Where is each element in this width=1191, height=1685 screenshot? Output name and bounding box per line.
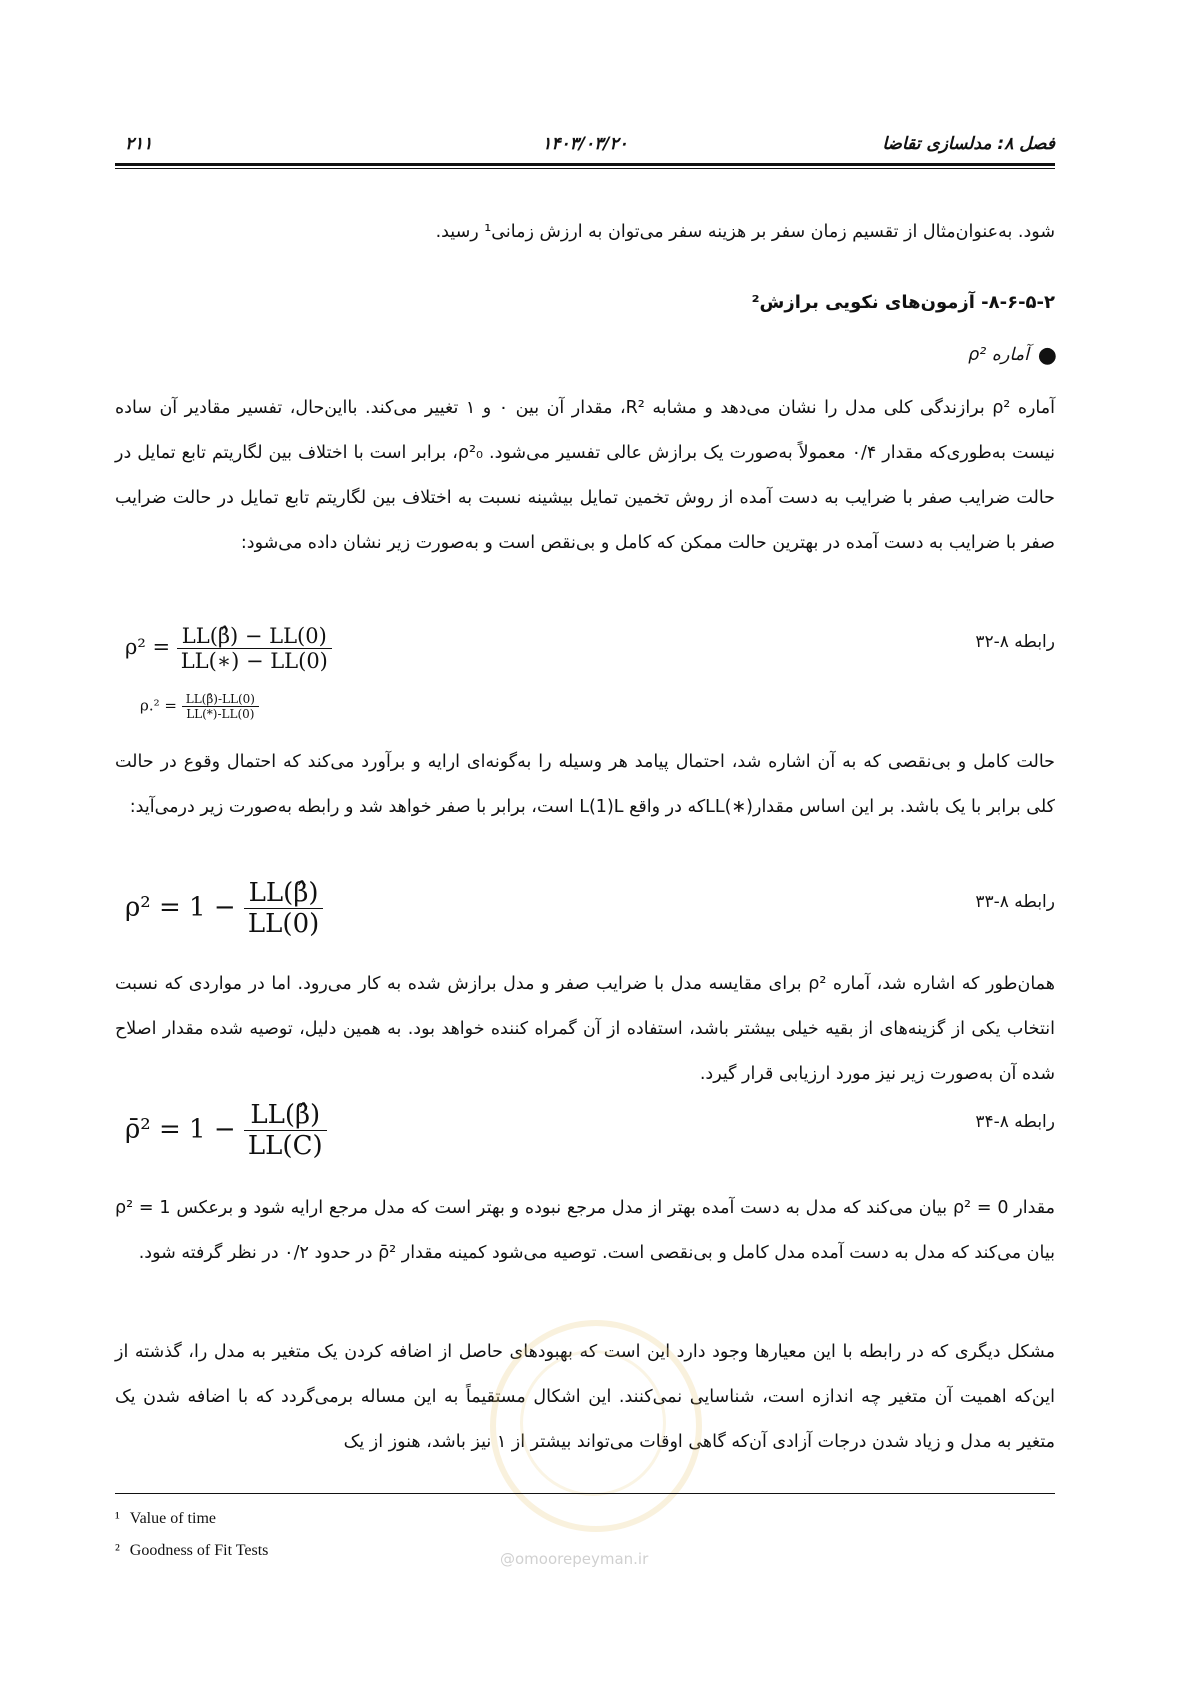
equation-label-33: رابطه ۸-۳۳ [975,892,1055,912]
intro-line: شود. به‌عنوان‌مثال از تقسیم زمان سفر بر هزینه سفر می‌توان به ارزش زمانی¹ رسید. [435,222,1055,242]
equation-33-denominator: LL(0) [244,908,323,939]
equation-34-numerator: LL(β̂) [250,1100,321,1130]
equation-32-lhs: ρ² = [125,635,171,659]
equation-33 [125,878,323,939]
header-rule-thin [115,168,1055,169]
equation-32 [125,624,332,673]
equation-33-lhs: ρ² = 1 − [125,892,236,923]
equation-32-inline-numerator: LL(β̂)-LL(0) [185,692,255,706]
equation-32-denominator: LL(∗) − LL(0) [177,648,332,673]
footnote-1 [115,1510,216,1528]
watermark-text: @omoorepeyman.ir [500,1550,649,1568]
footnote-1-text: Value of time [129,1510,216,1527]
chapter-title: فصل ۸: مدلسازی تقاضا [882,134,1055,154]
equation-34 [125,1100,327,1161]
footnote-2-text: Goodness of Fit Tests [129,1542,269,1559]
equation-33-numerator: LL(β̂) [248,878,319,908]
footnote-rule [115,1493,1055,1494]
equation-32-inline [140,692,259,721]
equation-label-32: رابطه ۸-۳۲ [975,632,1055,652]
equation-32-inline-denominator: LL(*)-LL(0) [182,706,259,721]
header-rule [115,163,1055,166]
footnote-2-mark: ² [115,1542,120,1559]
equation-32-numerator: LL(β̂) − LL(0) [181,624,327,648]
paragraph-3: همان‌طور که اشاره شد، آماره ρ² برای مقایسه مدل با ضرایب صفر و مدل برازش شده به کار می‌رود. اما در مواردی که نسبت انتخاب یکی از گزینه‌های از بقیه خیلی بیشتر باشد، استفاده از آن گمراه کننده خواهد بود. به همین دلیل، توصیه شده مقدار اصلاح شده آن به‌صورت زیر نیز مورد ارزیابی قرار گیرد. [115,974,1056,1084]
watermark-seal-inner-icon [520,1350,666,1496]
bullet-text: آماره ρ² [968,345,1029,365]
paragraph-5: مشکل دیگری که در رابطه با این معیارها وجود دارد این است که بهبودهای حاصل از اضافه کردن یک متغیر به مدل را، گذشته از این‌که اهمیت آن متغیر چه اندازه است، شناسایی نمی‌کنند. این اشکال مستقیماً به این مساله برمی‌گردد که با اضافه شدن یک متغیر به مدل و زیاد شدن درجات آزادی آن‌که گاهی اوقات می‌تواند بیشتر از ۱ نیز باشد، هنوز از یک [115,1342,1055,1452]
equation-34-denominator: LL(C) [244,1130,327,1161]
paragraph-2: حالت کامل و بی‌نقصی که به آن اشاره شد، احتمال پیامد هر وسیله را به‌گونه‌ای ارایه و برآورد می‌کند که احتمال وقوع در حالت کلی برابر با یک باشد. بر این اساس مقدار(∗)LLکه در واقع L(1)L است، برابر با صفر خواهد شد و رابطه به‌صورت زیر درمی‌آید: [115,752,1055,817]
page-header [115,128,1055,158]
equation-34-lhs: ρ̄² = 1 − [125,1114,236,1145]
bullet-dot-icon: ● [1037,343,1057,368]
equation-label-34: رابطه ۸-۳۴ [975,1112,1055,1132]
equation-32-inline-lhs: ρ.² = [140,696,177,715]
page-number: ۲۱۱ [125,134,153,154]
equation-33-fraction [244,878,323,939]
footnote-1-mark: ¹ [115,1510,120,1527]
page-date: ۱۴۰۳/۰۳/۲۰ [542,134,628,154]
equation-32-fraction [177,624,332,673]
bullet-item [968,343,1057,368]
paragraph-4: مقدار ρ² = 0 بیان می‌کند که مدل به دست آمده بهتر از مدل مرجع نبوده و بهتر است که مدل مرجع ارایه شود و برعکس ρ² = 1 بیان می‌کند که مدل به دست آمده مدل کامل و بی‌نقصی است. توصیه می‌شود کمینه مقدار ρ̄² در حدود ۰/۲ در نظر گرفته شود. [115,1198,1056,1263]
section-heading: ۸-۶-۵-۲- آزمون‌های نکویی برازش² [751,292,1055,313]
footnote-2 [115,1542,268,1560]
equation-32-inline-fraction [182,692,259,721]
equation-34-fraction [244,1100,327,1161]
paragraph-1: آماره ρ² برازندگی کلی مدل را نشان می‌دهد و مشابه R²، مقدار آن بین ۰ و ۱ تغییر می‌کند. بااین‌حال، تفسیر مقادیر آن ساده نیست به‌طوری‌که مقدار ۰/۴ معمولاً به‌صورت یک برازش عالی تفسیر می‌شود. ρ²₀، برابر است با اختلاف بین لگاریتم تابع تمایل در حالت ضرایب صفر با ضرایب به دست آمده از روش تخمین تمایل بیشینه نسبت به اختلاف بین لگاریتم تابع تمایل در حالت ضرایب صفر با ضرایب به دست آمده در بهترین حالت ممکن که کامل و بی‌نقص است و به‌صورت زیر نشان داده می‌شود: [115,398,1056,553]
